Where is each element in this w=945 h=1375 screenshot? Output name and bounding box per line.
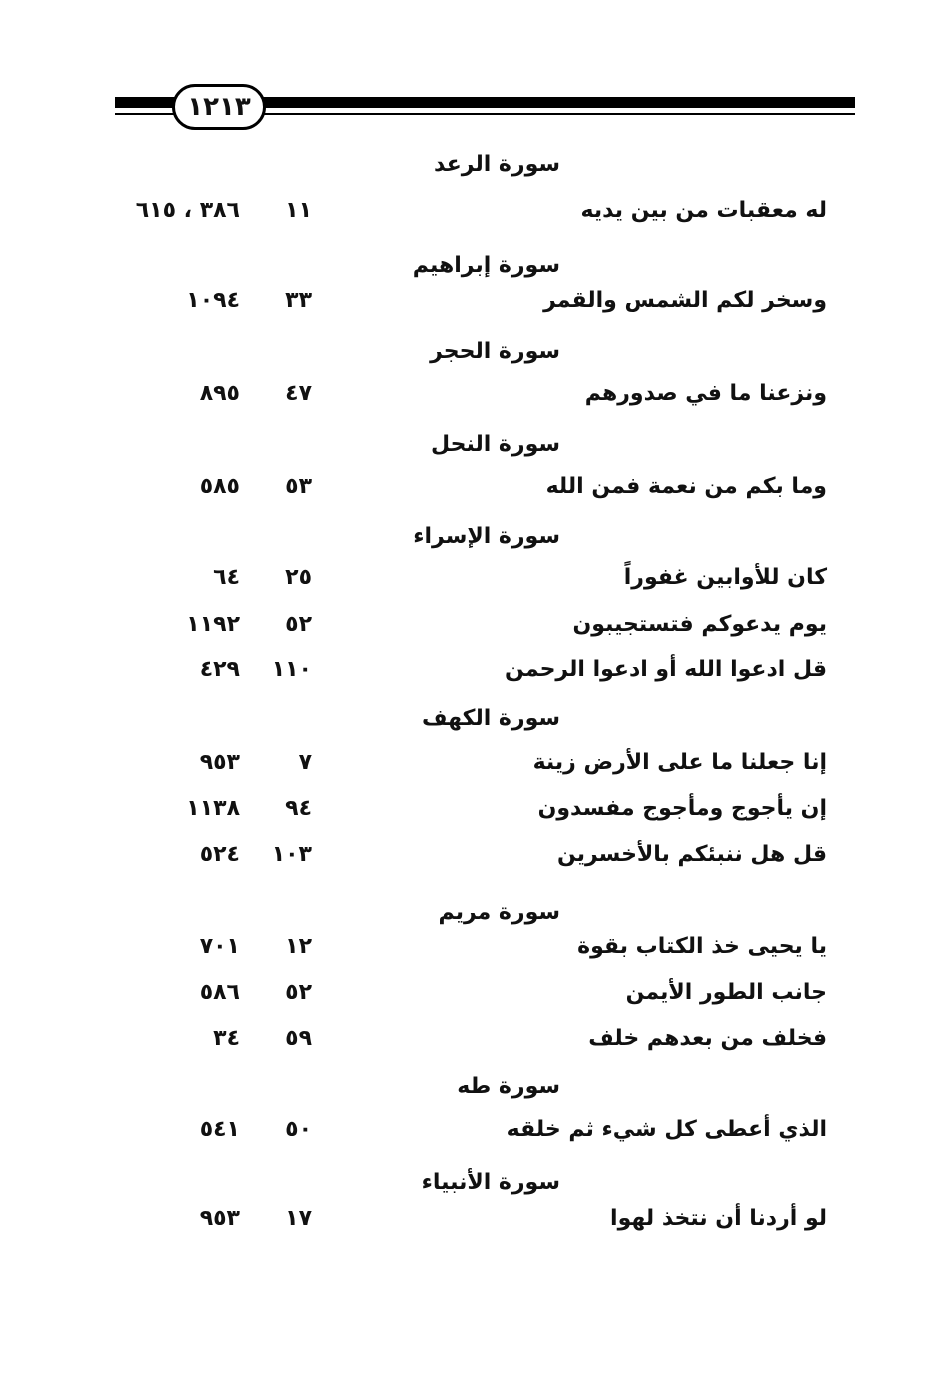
surah-heading: سورة مريم [438, 900, 560, 925]
verse-text: إنا جعلنا ما على الأرض زينة [532, 750, 827, 775]
page-references: ٥٨٦ [199, 980, 240, 1005]
verse-text: الذي أعطى كل شيء ثم خلقه [506, 1117, 827, 1142]
page-references: ١١٣٨ [186, 796, 240, 821]
surah-heading: سورة الكهف [421, 706, 560, 731]
verse-text: وما بكم من نعمة فمن الله [545, 474, 827, 499]
ayah-number: ١١٠ [271, 657, 312, 682]
page-number: ١٢١٣ [172, 84, 266, 130]
ayah-number: ١٠٣ [271, 842, 312, 867]
index-row [0, 837, 945, 873]
verse-text: جانب الطور الأيمن [625, 980, 827, 1005]
ayah-number: ٩٤ [285, 796, 312, 821]
page-references: ٩٥٣ [199, 750, 240, 775]
index-row [0, 607, 945, 643]
page-references: ٩٥٣ [199, 1206, 240, 1231]
verse-text: يا يحيى خذ الكتاب بقوة [577, 934, 827, 959]
surah-heading: سورة النحل [430, 432, 560, 457]
index-row [0, 1021, 945, 1057]
index-row [0, 376, 945, 412]
surah-heading: سورة الإسراء [413, 524, 560, 549]
page-references: ١١٩٢ [186, 612, 240, 637]
surah-heading: سورة إبراهيم [412, 253, 560, 278]
verse-text: له معقبات من بين يديه [580, 198, 827, 223]
verse-text: وسخر لكم الشمس والقمر [543, 288, 827, 313]
index-row [0, 791, 945, 827]
ayah-number: ١٢ [285, 934, 312, 959]
verse-text: كان للأوابين غفوراً [623, 565, 827, 590]
ayah-number: ٥٠ [285, 1117, 312, 1142]
verse-text: قل هل ننبئكم بالأخسرين [556, 842, 827, 867]
index-row [0, 193, 945, 229]
verse-text: قل ادعوا الله أو ادعوا الرحمن [505, 657, 827, 682]
verse-text: يوم يدعوكم فتستجيبون [572, 612, 827, 637]
page-references: ٦٤ [213, 565, 240, 590]
ayah-number: ١١ [285, 198, 312, 223]
ayah-number: ٥٢ [285, 980, 312, 1005]
page-references: ٥٤١ [199, 1117, 240, 1142]
surah-heading: سورة الرعد [434, 152, 560, 177]
surah-heading: سورة الحجر [430, 339, 560, 364]
index-row [0, 652, 945, 688]
page-references: ٧٠١ [199, 934, 240, 959]
verse-text: إن يأجوج ومأجوج مفسدون [537, 796, 827, 821]
ayah-number: ٥٣ [285, 474, 312, 499]
ayah-number: ٥٢ [285, 612, 312, 637]
verse-text: ونزعنا ما في صدورهم [584, 381, 827, 406]
page-references: ٥٨٥ [199, 474, 240, 499]
page-references: ٥٢٤ [199, 842, 240, 867]
page-references: ٣٨٦ ، ٦١٥ [135, 198, 240, 223]
ayah-number: ٢٥ [285, 565, 312, 590]
index-row [0, 283, 945, 319]
index-row [0, 975, 945, 1011]
verse-text: فخلف من بعدهم خلف [588, 1026, 827, 1051]
surah-heading: سورة طه [457, 1074, 560, 1099]
ayah-number: ٧ [298, 750, 312, 775]
index-row [0, 1112, 945, 1148]
verse-text: لو أردنا أن نتخذ لهوا [610, 1206, 827, 1231]
index-row [0, 929, 945, 965]
page-references: ٤٢٩ [199, 657, 240, 682]
ayah-number: ٤٧ [285, 381, 312, 406]
index-row [0, 560, 945, 596]
page-references: ١٠٩٤ [186, 288, 240, 313]
ayah-number: ١٧ [285, 1206, 312, 1231]
page-references: ٨٩٥ [199, 381, 240, 406]
index-row [0, 1201, 945, 1237]
index-row [0, 469, 945, 505]
page-references: ٣٤ [213, 1026, 240, 1051]
index-row [0, 745, 945, 781]
ayah-number: ٥٩ [285, 1026, 312, 1051]
ayah-number: ٣٣ [285, 288, 312, 313]
surah-heading: سورة الأنبياء [421, 1170, 560, 1195]
